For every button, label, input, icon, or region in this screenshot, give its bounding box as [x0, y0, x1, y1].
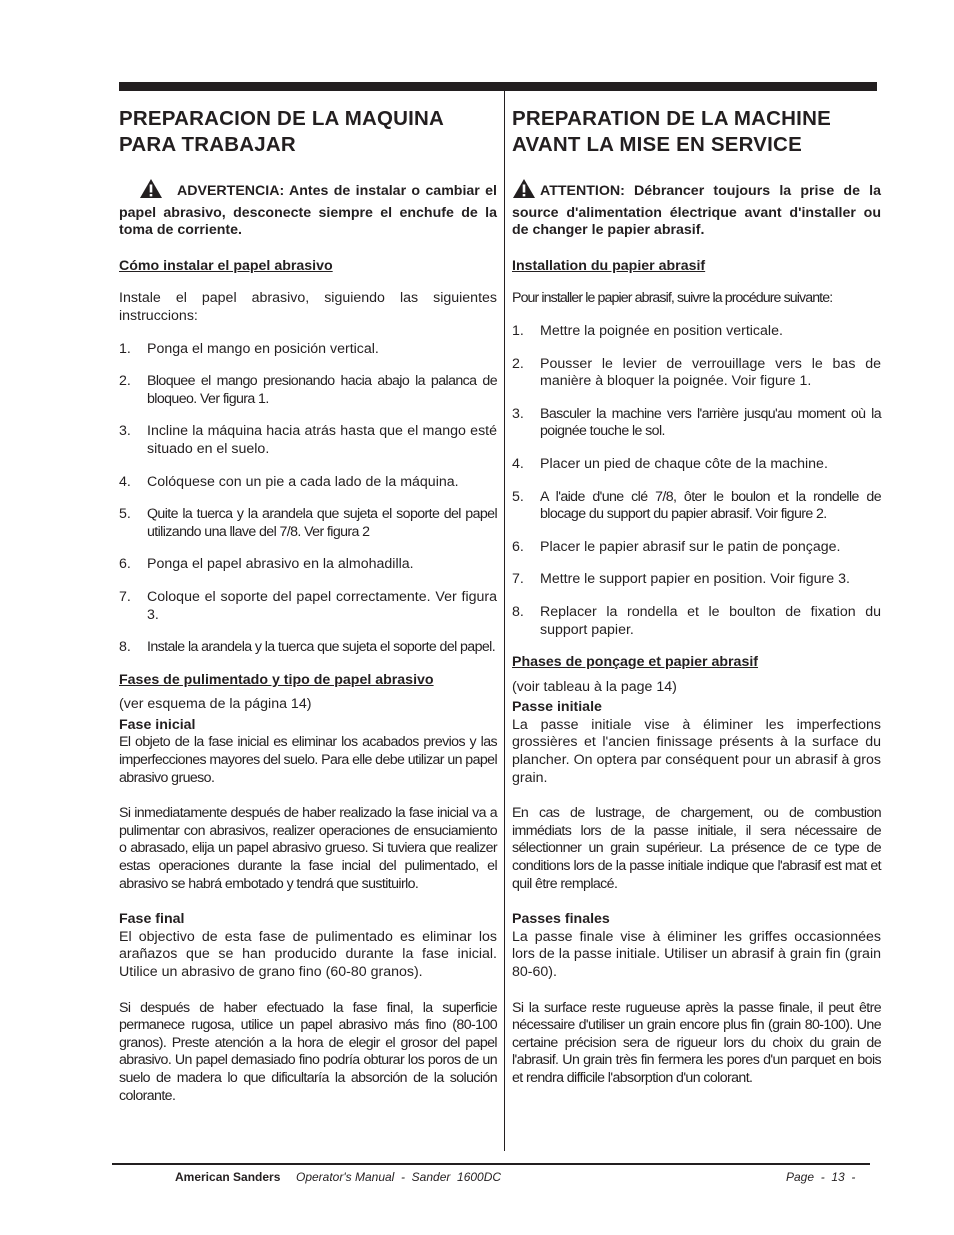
french-step: 1. Mettre la poignée en position verticale.	[512, 322, 783, 339]
spanish-initial-heading: Fase inicial	[119, 716, 196, 733]
spanish-steps-list	[119, 341, 497, 657]
french-step: 8. Replacer la rondella et le boulton de fixation du support papier.	[512, 603, 881, 638]
french-step: 5. A l'aide d'une clé 7/8, ôter le boulon et la rondelle de blocage du support du papier abrasif. Voir figure 2.	[512, 488, 881, 523]
footer-page-number: Page - 13 -	[786, 1170, 856, 1184]
spanish-step: 4. Colóquese con un pie a cada lado de la máquina.	[119, 473, 459, 490]
french-steps-list	[512, 323, 881, 639]
top-rule	[119, 82, 877, 91]
spanish-step: 8. Instale la arandela y la tuerca que sujeta el soporte del papel.	[119, 639, 496, 656]
warning-triangle-icon	[139, 178, 163, 205]
spanish-step: 5. Quite la tuerca y la arandela que sujeta el soporte del papel utilizando una llave del 7/8. Ver figura 2	[119, 506, 497, 540]
warning-triangle-icon	[512, 178, 536, 205]
footer-manual-title: Operator's Manual - Sander 1600DC	[296, 1170, 502, 1184]
french-warning	[512, 178, 881, 240]
column-divider	[504, 91, 505, 1151]
spanish-step: 7. Coloque el soporte del papel correctamente. Ver figura 3.	[119, 588, 497, 623]
spanish-column	[119, 106, 497, 1105]
spanish-step: 6. Ponga el papel abrasivo en la almohadilla.	[119, 556, 414, 573]
french-warning-text: ATTENTION: Débrancer toujours la prise de la source d'alimentation électrique avant d'installer ou de changer le papier abrasif.	[512, 183, 881, 239]
spanish-initial-p2: Si inmediatamente después de haber realizado la fase inicial va a pulimentar con abrasivos, realizer operaciones de ensuciamiento o abrasado, elija un papel abrasivo grueso. Si tuviera que realizer estas operaciones durante la fase incial del pulimentado, el abrasivo se habrá embotado y tendrá que sustituirlo.	[119, 805, 497, 892]
french-install-intro: Pour installer le papier abrasif, suivre la procédure suivante:	[512, 290, 833, 307]
french-initial-p2: En cas de lustrage, de chargement, ou de combustion immédiats lors de la passe initiale, il sera nécessaire de sélectionner un grain supérieur. La présence de ce type de conditions lors de la passe initiale indique que l'abrasif est mat et quil être remplacé.	[512, 805, 881, 892]
french-phases-heading: Phases de ponçage et papier abrasif	[512, 654, 759, 671]
spanish-final-p1: El objectivo de esta fase de pulimentado es eliminar los arañazos que se han producido durante la fase inicial. Utilice un abrasivo de grano fino (60-80 granos).	[119, 928, 497, 980]
spanish-step: 1. Ponga el mango en posición vertical.	[119, 340, 379, 357]
french-step: 3. Basculer la machine vers l'arrière jusqu'au moment où la poignée touche le sol.	[512, 405, 881, 440]
spanish-step: 2. Bloquee el mango presionando hacia abajo la palanca de bloqueo. Ver figura 1.	[119, 373, 497, 407]
french-step: 6. Placer le papier abrasif sur le patin de ponçage.	[512, 538, 841, 555]
spanish-install-heading: Cómo instalar el papel abrasivo	[119, 257, 333, 274]
french-title: PREPARATION DE LA MACHINE AVANT LA MISE EN SERVICE	[512, 107, 831, 156]
spanish-final-p2: Si después de haber efectuado la fase final, la superficie permanece rugosa, utilice un papel abrasivo más fino (80-100 granos). Preste atención a la hora de elegir el grosor del papel abrasivo. Un papel demasiado fino podría obturar los poros de un suelo de madera lo que dificultaría la absorción de la solución colorante.	[119, 999, 497, 1104]
spanish-title: PREPARACION DE LA MAQUINA PARA TRABAJAR	[119, 107, 444, 156]
french-phases-ref: (voir tableau à la page 14)	[512, 678, 677, 695]
french-initial-p1: La passe initiale vise à éliminer les imperfections grossières et l'ancien finissage présents à la surface du plancher. On optera par conséquent pour un abrasif à gros grain.	[512, 716, 881, 786]
spanish-final-heading: Fase final	[119, 911, 185, 928]
french-initial-heading: Passe initiale	[512, 699, 602, 716]
footer-brand: American Sanders	[175, 1170, 281, 1184]
footer-rule	[112, 1163, 870, 1165]
french-step: 4. Placer un pied de chaque côte de la machine.	[512, 455, 828, 472]
spanish-install-intro: Instale el papel abrasivo, siguiendo las siguientes instruccions:	[119, 290, 497, 324]
spanish-warning	[119, 178, 497, 240]
french-column	[512, 106, 881, 1088]
french-final-heading: Passes finales	[512, 911, 610, 928]
french-install-heading: Installation du papier abrasif	[512, 257, 706, 274]
spanish-phases-heading: Fases de pulimentado y tipo de papel abrasivo	[119, 671, 434, 688]
spanish-step: 3. Incline la máquina hacia atrás hasta que el mango esté situado en el suelo.	[119, 423, 497, 457]
spanish-phases-ref: (ver esquema de la página 14)	[119, 696, 312, 713]
french-final-p1: La passe finale vise à éliminer les griffes occasionnées lors de la passe initiale. Utiliser un abrasif à grain fin (grain 80-60).	[512, 928, 881, 980]
spanish-initial-p1: El objeto de la fase inicial es eliminar los acabados previos y las imperfecciones mayores del suelo. Para elle debe utilizar un papel abrasivo grueso.	[119, 734, 497, 786]
spanish-warning-text: ADVERTENCIA: Antes de instalar o cambiar el papel abrasivo, desconecte siempre el enchufe de la toma de corriente.	[119, 183, 497, 239]
french-step: 2. Pousser le levier de verrouillage vers le bas de manière à bloquer la poignée. Voir figure 1.	[512, 355, 881, 390]
french-step: 7. Mettre le support papier en position. Voir figure 3.	[512, 571, 850, 588]
french-final-p2: Si la surface reste rugueuse après la passe finale, il peut être nécessaire d'utiliser un grain encore plus fin (grain 80-100). Une certaine précision sera de rigueur lors du choix du grain de l'abrasif. Un grain très fin fermera les pores d'un parquet en bois et rendra difficile l'absorption d'un colorant.	[512, 999, 881, 1086]
